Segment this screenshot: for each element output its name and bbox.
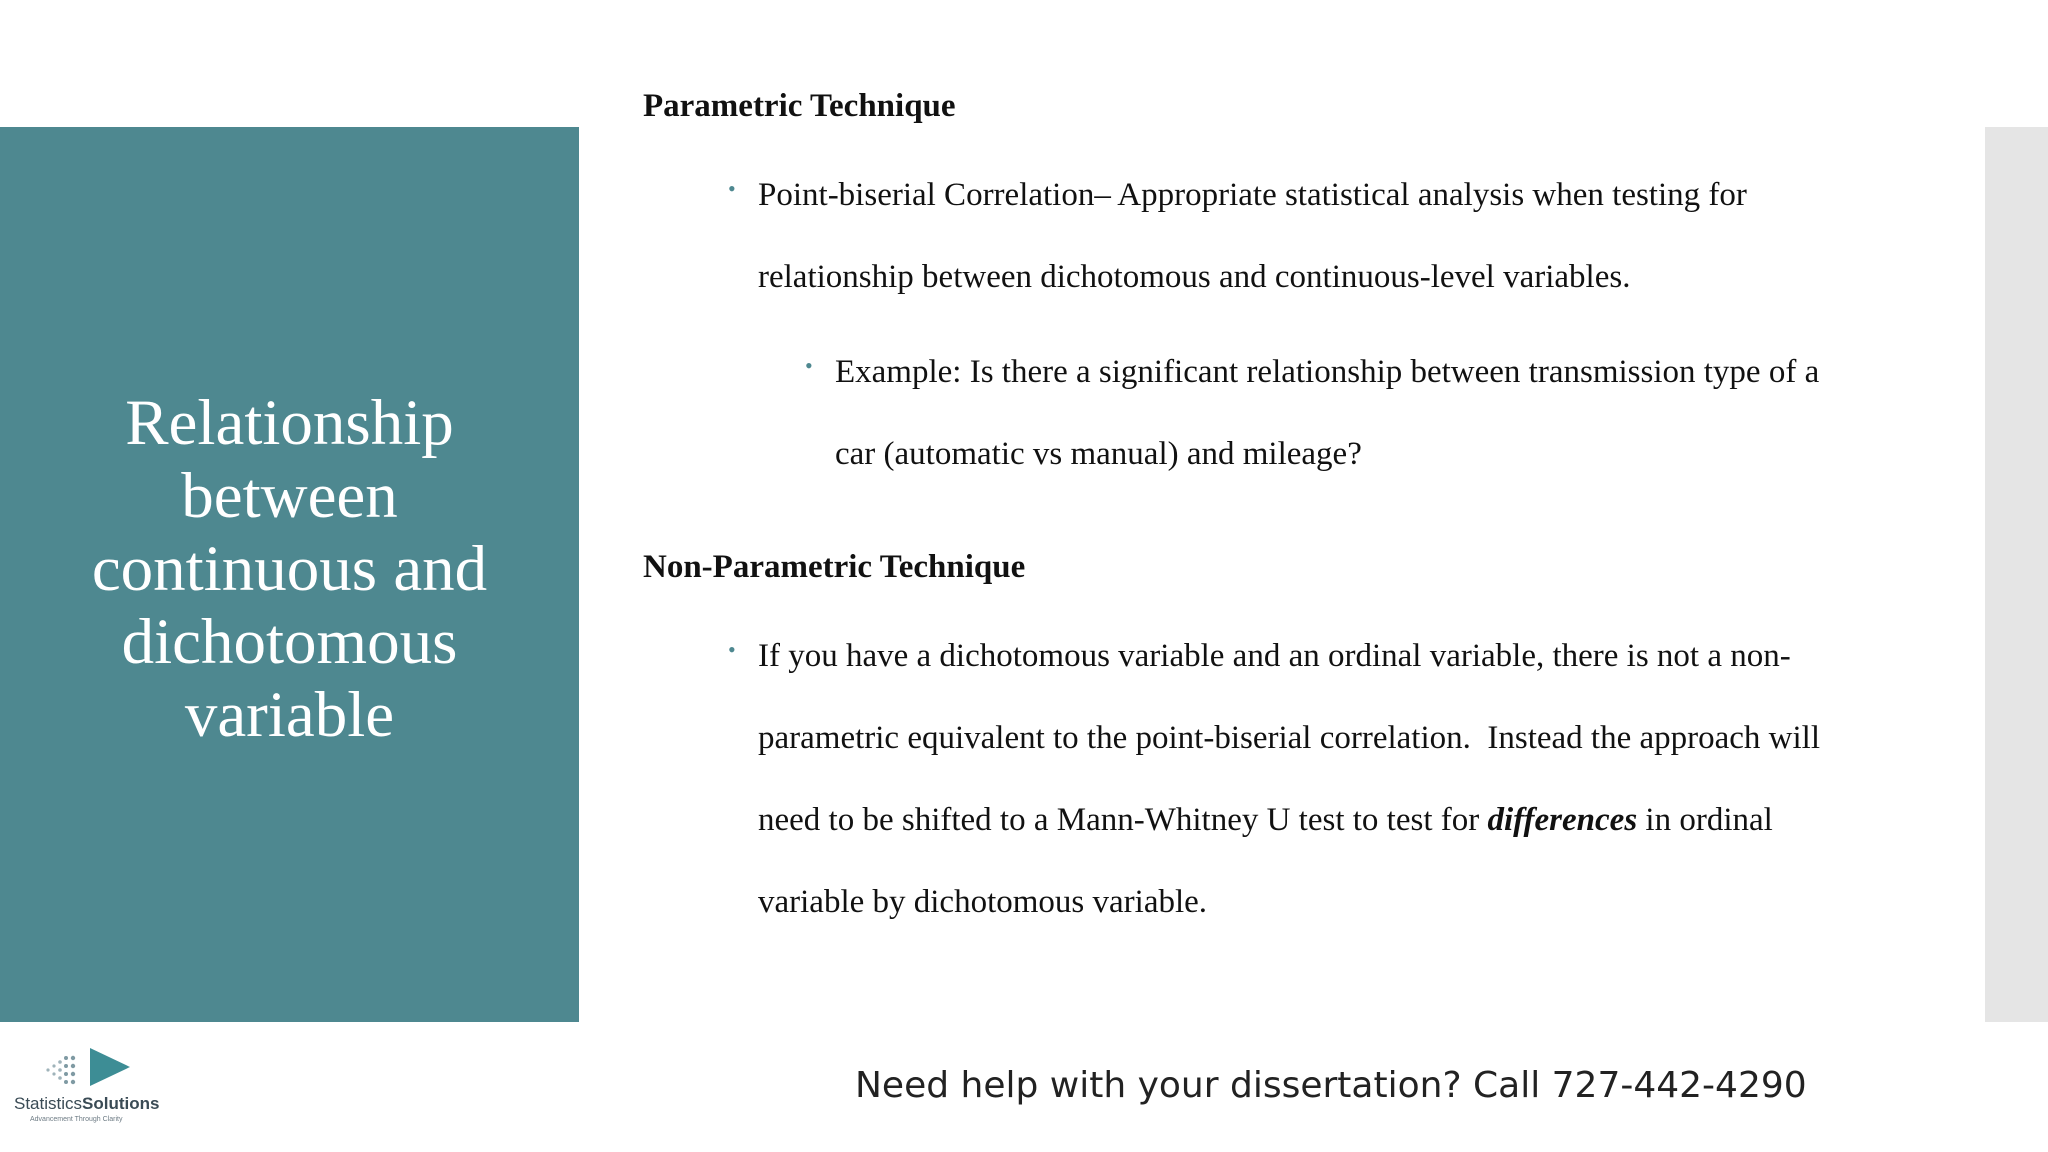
bullet-line bbox=[758, 779, 1820, 861]
sub-bullet-line: Example: Is there a significant relationship between transmission type of a bbox=[835, 354, 1820, 390]
bullet-line: If you have a dichotomous variable and an ordinal variable, there is not a non- bbox=[758, 638, 1791, 674]
parametric-heading: Parametric Technique bbox=[643, 88, 956, 124]
company-logo bbox=[14, 1046, 174, 1126]
logo-tagline: Advancement Through Clarity bbox=[30, 1116, 123, 1123]
bullet-dot-icon: • bbox=[728, 176, 736, 201]
slide-title-line: continuous and bbox=[91, 533, 488, 605]
slide-title-line: between bbox=[181, 460, 398, 532]
footer-call-to-action: Need help with your dissertation? Call 727-442-4290 bbox=[855, 1065, 1807, 1106]
title-panel bbox=[0, 127, 579, 1022]
parametric-bullet bbox=[728, 154, 1747, 318]
slide-title-line: Relationship bbox=[125, 387, 454, 459]
bullet-text: in ordinal bbox=[1637, 802, 1773, 838]
nonparametric-bullet bbox=[728, 615, 1821, 943]
bullet-line: variable by dichotomous variable. bbox=[758, 884, 1208, 920]
slide-title-line: dichotomous bbox=[121, 606, 458, 678]
nonparametric-heading: Non-Parametric Technique bbox=[643, 549, 1026, 585]
emphasis-text: differences bbox=[1487, 802, 1638, 838]
slide-title-line: variable bbox=[184, 679, 395, 751]
bullet-line: relationship between dichotomous and continuous-level variables. bbox=[758, 259, 1631, 295]
sub-bullet-line: car (automatic vs manual) and mileage? bbox=[835, 436, 1362, 472]
bullet-dot-icon: • bbox=[805, 353, 813, 378]
parametric-sub-bullet bbox=[805, 331, 1820, 495]
bullet-dot-icon: • bbox=[728, 637, 736, 662]
bullet-line: Point-biserial Correlation– Appropriate statistical analysis when testing for bbox=[758, 177, 1747, 213]
statistics-solutions-logo-icon bbox=[14, 1046, 174, 1094]
slide-title bbox=[55, 387, 525, 752]
bullet-text: need to be shifted to a Mann-Whitney U test to test for bbox=[758, 802, 1488, 838]
bullet-line: parametric equivalent to the point-biserial correlation. Instead the approach will bbox=[758, 720, 1821, 756]
logo-name-part: Statistics bbox=[14, 1094, 83, 1113]
logo-name-part: Solutions bbox=[82, 1094, 160, 1113]
logo-wordmark bbox=[14, 1094, 159, 1114]
side-strip bbox=[1985, 127, 2048, 1022]
